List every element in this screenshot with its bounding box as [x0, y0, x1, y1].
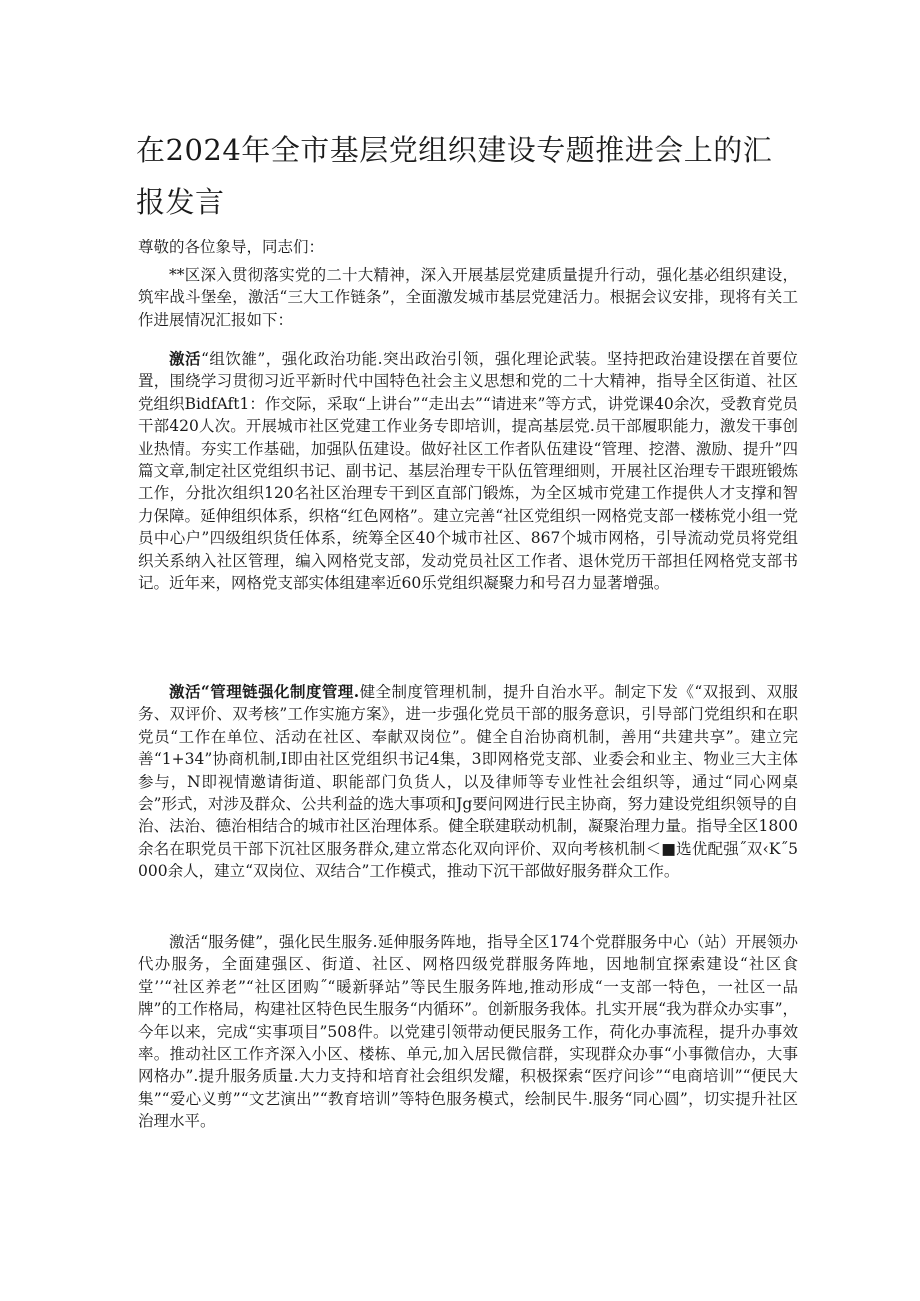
- section-lead: 激活“管理链强化制度管理.: [169, 682, 360, 701]
- section-paragraph-service: [138, 931, 798, 1133]
- section-text: 健全制度管理机制，提升自治水平。制定下发《“双报到、双服务、双评价、双考核”工作实施方案》，进一步强化党员干部的服务意识，引导部门党组织和在职党员“工作在单位、活动在社区、奉献双岗位”。健全自治协商机制，善用“共建共享”。建立完善“1+34”协商机制,I即由社区党组织书记4集，3即网格党支部、业委会和业主、物业三大主体参与，N即视情邀请街道、职能部门负货人，以及律师等专业性社会组织等，通过“同心网桌会”形式，对涉及群众、公共利益的选大事项和Jg要问网进行民主协商，努力建设党组织领导的自治、法治、德治相结合的城市社区治理体系。健全联建联动机制，凝聚治理力量。指导全区1800余名在职党员干部下沉社区服务群众,建立常态化双向评价、双向考核机制＜■选优配强˝双‹K˝5000余人，建立“双岗位、双结合”工作模式，推动下沉干部做好服务群众工作。: [138, 683, 798, 881]
- section-text: 激活“服务健”，强化民生服务.延伸服务阵地，指导全区174个党群服务中心（站）开展领办代办服务，全面建强区、街道、社区、网格四级党群服务阵地，因地制宜探索建设“社区食堂’’“社区养老”“社区团购˝“暖新驿站”等民生服务阵地,推动形成“一支部一特色，一社区一品牌”的工作格局，构建社区特色民生服务“内循环”。创新服务我体。扎实开展“我为群众办实事”，今年以来，完成“实事项目”508件。以党建引领带动便民服务工作，荷化办事流程，提升办事效率。推动社区工作齐深入小区、楼栋、单元,加入居民微信群，实现群众办事“小事微信办，大事网格办”.提升服务质量.大力支持和培育社会组织发耀，积极探索“医疗问诊”“电商培训”“便民大集”“爱心义剪”“文艺演出”“教育培训”等特色服务模式，绘制民牛.服务“同心圆”，切实提升社区治理水平。: [138, 933, 798, 1131]
- document-title: 在2024年全市基层党组织建设专题推进会上的汇报发言: [136, 133, 773, 219]
- section-paragraph-organization: [138, 348, 798, 594]
- section-paragraph-management: [138, 681, 798, 883]
- intro-paragraph: **区深入贯彻落实党的二十大精神，深入开展基层党建质量提升行动，强化基必组织建设，筑牢战斗堡垒，激活“三大工作链条”，全面激发城市基层党建活力。根据会议安排，现将有关工作进展情况汇报如下：: [138, 266, 798, 329]
- section-lead: 激活: [169, 349, 201, 368]
- salutation: 尊敬的各位象导，同志们：: [138, 238, 325, 256]
- section-text: “组饮雒”，强化政治功能.突出政治引领，强化理论武装。坚持把政治建设摆在首要位置，围绕学习贯彻习近平新时代中国特色社会主义思想和党的二十大精神，指导全区街道、社区党组织BidfAft1：作交际，采取“上讲台”“走出去”“请进来”等方式，讲党课40余次，受教育党员干部420人次。开展城市社区党建工作业务专即培训，提高基层党.员干部履职能力，激发干事创业热情。夯实工作基础，加强队伍建设。做好社区工作者队伍建设“管理、挖潜、激励、提升”四篇文章,制定社区党组织书记、副书记、基层治理专干队伍管理细则，开展社区治理专干跟班锻炼工作，分批次组织120名社区治理专干到区直部门锻炼，为全区城市党建工作提供人才支撑和智力保障。延伸组织体系，织格“红色网格”。建立完善“社区党组织一网格党支部一楼栋党小组一党员中心户”四级组织货任体系，统筹全区40个城市社区、867个城市网格，引导流动党员将党组织关系纳入社区管理，编入网格党支部，发动党员社区工作者、退休党历干部担任网格党支部书记。近年来，网格党支部实体组建率近60乐党组织凝聚力和号召力显著增强。: [138, 350, 798, 593]
